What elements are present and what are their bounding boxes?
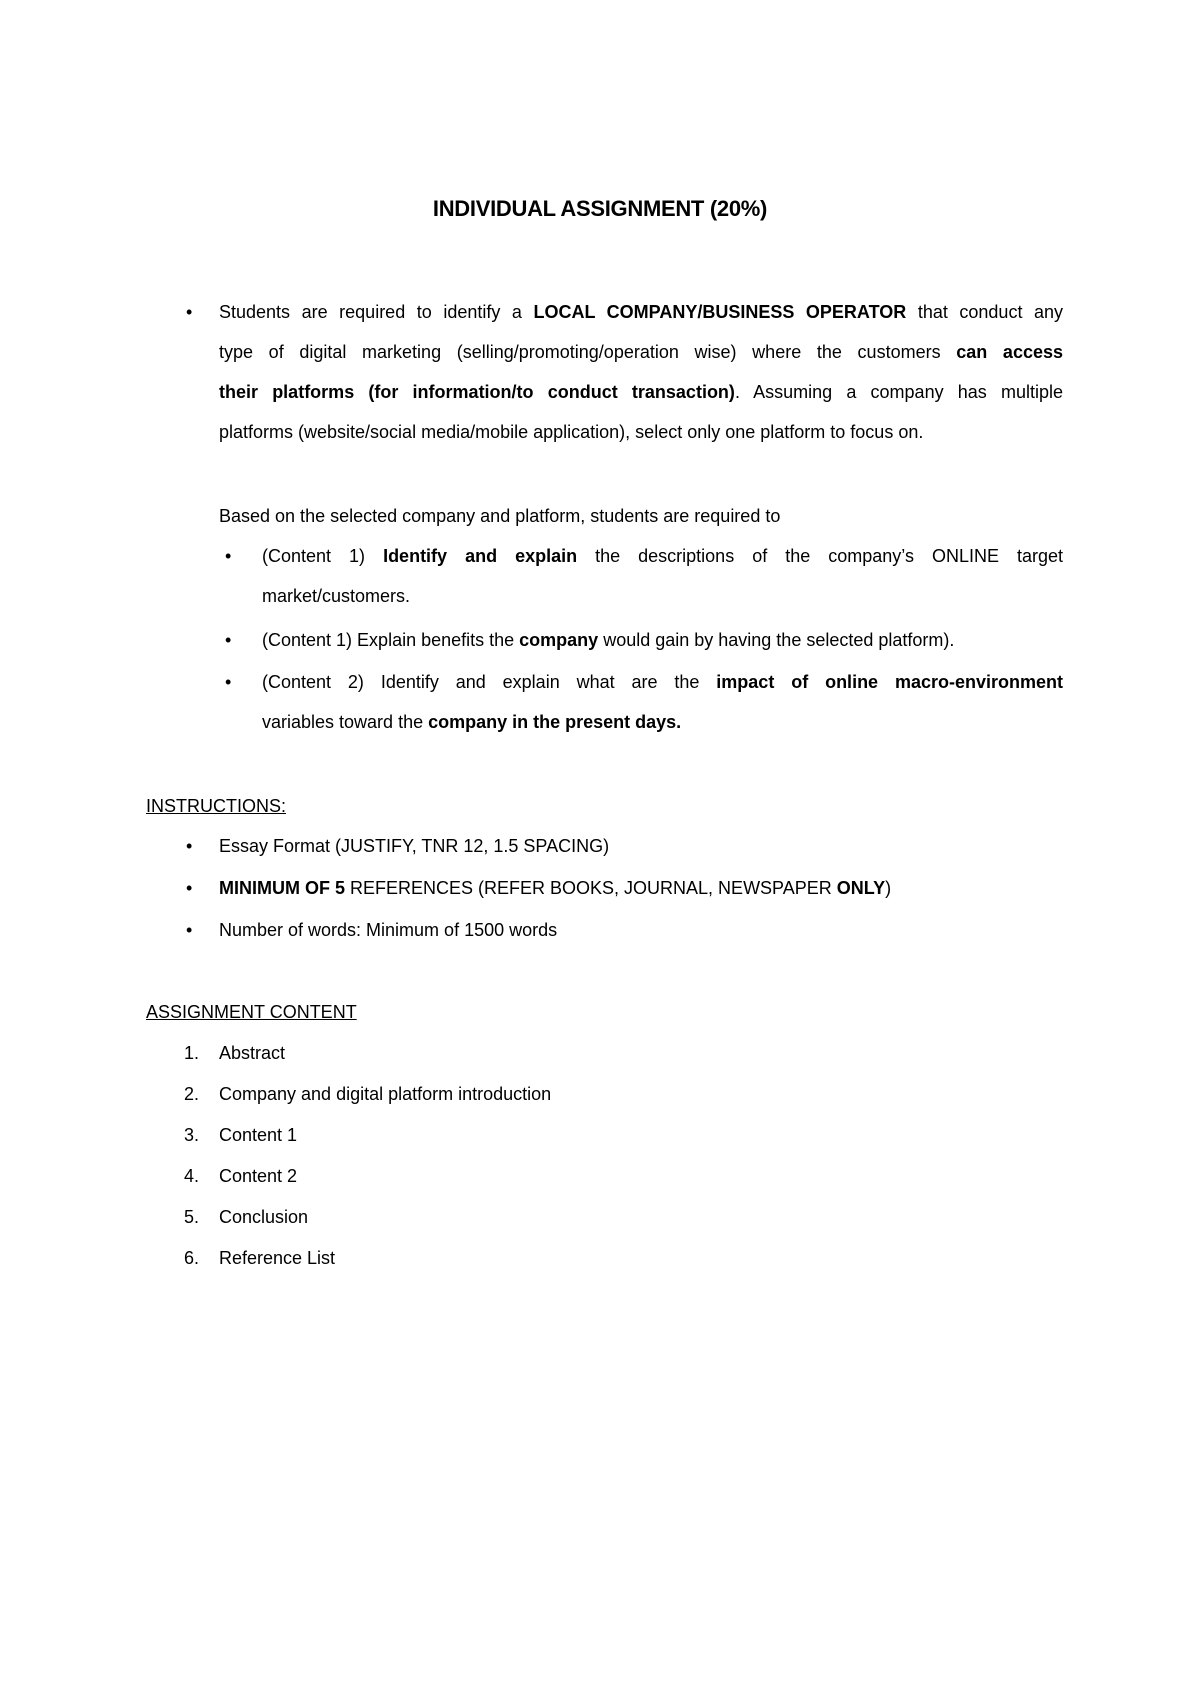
instructions-heading: INSTRUCTIONS: (146, 796, 287, 816)
list-item: 4. Content 2 (184, 1166, 298, 1186)
bullet-glyph: • (186, 920, 193, 940)
list-item: 5. Conclusion (184, 1207, 309, 1227)
list-item: 1. Abstract (184, 1043, 286, 1063)
assignment-content-heading: ASSIGNMENT CONTENT (146, 1002, 357, 1022)
task-content-1-target: (Content 1) Identify and explain the descriptions of the company’s ONLINE target market/customers. (262, 546, 1064, 606)
task-content-2-impact: (Content 2) Identify and explain what are the impact of online macro-environment variables toward the company in the present days. (262, 672, 1063, 732)
bullet-glyph: • (225, 672, 232, 692)
list-item: 6. Reference List (184, 1248, 336, 1268)
instruction-item-format: Essay Format (JUSTIFY, TNR 12, 1.5 SPACING) (219, 836, 610, 856)
instruction-item-references: MINIMUM OF 5 REFERENCES (REFER BOOKS, JOURNAL, NEWSPAPER ONLY) (219, 878, 892, 898)
intro-paragraph (219, 292, 1063, 452)
bullet-glyph: • (225, 546, 232, 566)
instruction-item-words: Number of words: Minimum of 1500 words (219, 920, 558, 940)
assignment-content-list (184, 1033, 984, 1279)
list-item: 3. Content 1 (184, 1125, 298, 1145)
based-on-text: Based on the selected company and platform, students are required to (219, 506, 781, 526)
intro-line-4: platforms (website/social media/mobile application), select only one platform to focus on. (219, 422, 924, 442)
bullet-glyph: • (186, 878, 193, 898)
intro-line-2: type of digital marketing (selling/promoting/operation wise) where the customers can access (219, 342, 1063, 362)
list-item: 2. Company and digital platform introduction (184, 1084, 552, 1104)
task-content-1-benefits: (Content 1) Explain benefits the company would gain by having the selected platform). (262, 630, 955, 650)
bullet-glyph: • (186, 836, 193, 856)
page-title: INDIVIDUAL ASSIGNMENT (20%) (432, 196, 768, 221)
bullet-glyph: • (186, 302, 193, 322)
intro-line-3: their platforms (for information/to conduct transaction). Assuming a company has multiple (219, 382, 1063, 402)
bullet-glyph: • (225, 630, 232, 650)
intro-line-1: Students are required to identify a LOCAL COMPANY/BUSINESS OPERATOR that conduct any (219, 302, 1064, 322)
